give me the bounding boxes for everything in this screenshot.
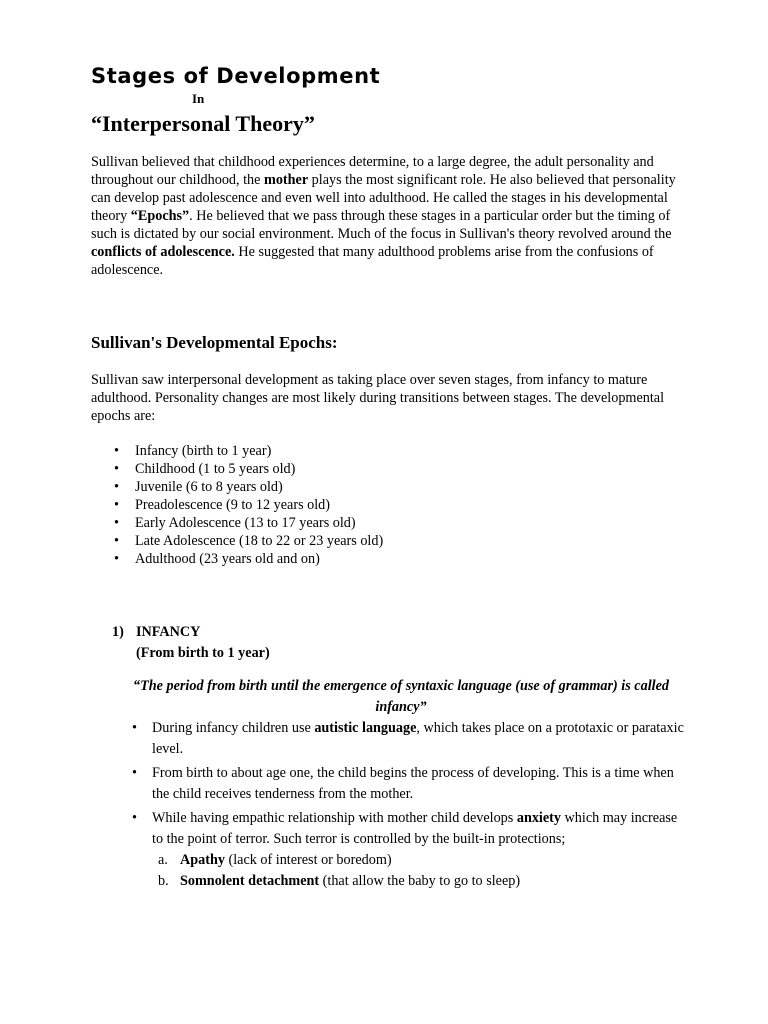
list-item-text: Preadolescence (9 to 12 years old) — [135, 497, 331, 513]
list-marker: a. — [158, 852, 168, 868]
list-item-text: Late Adolescence (18 to 22 or 23 years old) — [135, 533, 384, 549]
list-item — [152, 850, 688, 871]
bullet-icon: • — [114, 551, 119, 567]
bullet-icon: • — [114, 515, 119, 531]
point-text: During infancy children use — [152, 720, 315, 736]
point-text: From birth to about age one, the child begins the process of developing. This is a time when the child receives tenderness from the mother. — [152, 765, 674, 802]
list-item — [128, 763, 688, 805]
intro-text-3: . He believed that we pass through these stages in a particular order but the timing of such is dictated by our social environment. Much of the focus in Sullivan's theory revolved around the — [91, 208, 672, 242]
list-item-text: Early Adolescence (13 to 17 years old) — [135, 515, 356, 531]
point-bold: autistic language — [314, 720, 417, 736]
intro-bold-conflicts: conflicts of adolescence. — [91, 244, 235, 260]
epochs-intro-paragraph: Sullivan saw interpersonal development as taking place over seven stages, from infancy to mature adulthood. Personality changes are most likely during transitions between stages. The developmental epochs are: — [91, 372, 665, 424]
bullet-icon: • — [132, 810, 137, 826]
intro-paragraph — [91, 153, 691, 279]
list-item-text: Juvenile (6 to 8 years old) — [135, 479, 283, 495]
document-subtitle: “Interpersonal Theory” — [91, 111, 315, 136]
bullet-icon: • — [132, 765, 137, 781]
epochs-list — [91, 442, 383, 568]
sub-item-text: (that allow the baby to go to sleep) — [319, 873, 521, 889]
bullet-icon: • — [114, 533, 119, 549]
list-marker: b. — [158, 873, 169, 889]
list-item — [128, 718, 688, 760]
point-bold: anxiety — [516, 810, 561, 826]
stage-number: 1) — [112, 624, 124, 640]
intro-bold-mother: mother — [264, 172, 309, 188]
intro-text-2: plays the most significant role. He also believed that personality can develop past adolescence and even well into adulthood. He called the stages in his developmental theory — [91, 172, 676, 224]
bullet-icon: • — [114, 443, 119, 459]
list-item — [91, 532, 383, 550]
sub-item-bold: Apathy — [180, 852, 225, 868]
bullet-icon: • — [114, 479, 119, 495]
list-item — [152, 871, 688, 892]
list-item — [91, 460, 383, 478]
bullet-icon: • — [132, 720, 137, 736]
list-item — [91, 478, 383, 496]
intro-text-1: Sullivan believed that childhood experiences determine, to a large degree, the adult personality and throughout our childhood, the — [91, 154, 654, 188]
document-title: Stages of Development — [91, 64, 381, 88]
sub-item-bold: Somnolent detachment — [180, 873, 320, 889]
list-item — [91, 550, 383, 568]
point-text: While having empathic relationship with mother child develops — [152, 810, 517, 826]
stage-subheading: (From birth to 1 year) — [136, 645, 270, 661]
intro-text-4: He suggested that many adulthood problems arise from the confusions of adolescence. — [91, 244, 654, 278]
list-item-text: Adulthood (23 years old and on) — [135, 551, 320, 567]
list-item-text: Childhood (1 to 5 years old) — [135, 461, 296, 477]
bullet-icon: • — [114, 461, 119, 477]
stage-heading-infancy — [112, 622, 200, 642]
infancy-points-list — [128, 718, 688, 895]
intro-bold-epochs: “Epochs” — [130, 208, 190, 224]
protection-list — [152, 850, 688, 892]
list-item — [91, 514, 383, 532]
list-item — [91, 442, 383, 460]
stage-title: INFANCY — [136, 624, 201, 640]
epochs-heading: Sullivan's Developmental Epochs: — [91, 333, 338, 352]
list-item-text: Infancy (birth to 1 year) — [135, 443, 272, 459]
point-text: , which takes place on a prototaxic or parataxic level. — [152, 720, 684, 757]
list-item — [128, 808, 688, 892]
list-item — [91, 496, 383, 514]
infancy-quote: “The period from birth until the emergence of syntaxic language (use of grammar) is called infancy” — [133, 678, 669, 715]
sub-item-text: (lack of interest or boredom) — [224, 852, 392, 868]
bullet-icon: • — [114, 497, 119, 513]
title-connector: In — [192, 91, 205, 106]
point-text: which may increase to the point of terror. Such terror is controlled by the built-in protections; — [152, 810, 678, 847]
